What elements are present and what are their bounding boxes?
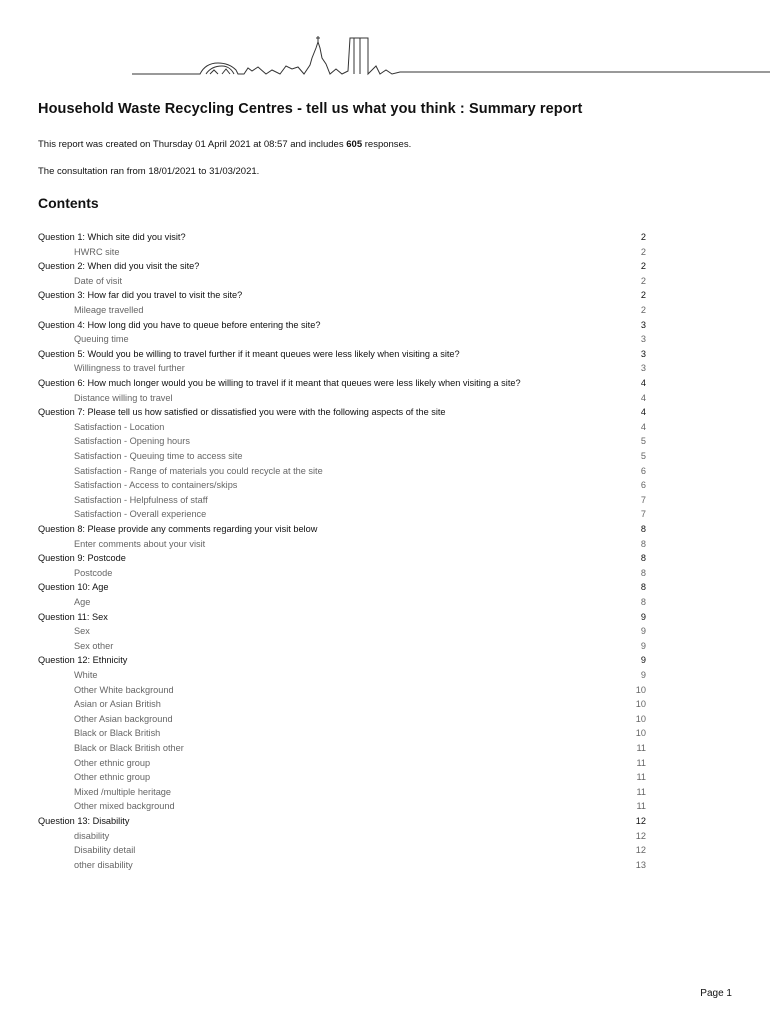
toc-subentry[interactable]: [0, 274, 770, 289]
toc-subentry[interactable]: [0, 303, 770, 318]
toc-entry-page: 9: [640, 655, 646, 666]
toc-entry-label: Other White background: [74, 684, 174, 695]
skyline-logo: [0, 30, 770, 80]
toc-entry-label: Question 1: Which site did you visit?: [38, 232, 186, 242]
toc-subentry[interactable]: [0, 668, 770, 683]
toc-subentry[interactable]: [0, 785, 770, 800]
toc-entry[interactable]: [0, 522, 770, 537]
toc-entry-label: Sex: [74, 626, 90, 637]
toc-entry-label: Question 13: Disability: [38, 816, 130, 826]
toc-subentry[interactable]: [0, 712, 770, 727]
toc-entry-page: 2: [640, 290, 646, 301]
toc-subentry[interactable]: [0, 595, 770, 610]
toc-subentry[interactable]: [0, 858, 770, 873]
toc-entry-label: Satisfaction - Range of materials you could recycle at the site: [74, 465, 323, 476]
toc-entry-label: Other ethnic group: [74, 757, 151, 768]
toc-entry-page: 9: [640, 626, 646, 637]
toc-entry-page: 12: [635, 816, 646, 826]
toc-entry-page: 8: [640, 582, 646, 593]
created-suffix: responses.: [362, 139, 412, 150]
toc-entry-page: 5: [640, 451, 646, 461]
toc-entry-label: Black or Black British: [74, 728, 161, 739]
toc-entry-page: 10: [635, 684, 646, 695]
toc-entry-label: Question 10: Age: [38, 582, 109, 593]
toc-subentry[interactable]: [0, 245, 770, 260]
toc-entry-label: Question 4: How long did you have to queue before entering the site?: [38, 319, 321, 330]
toc-entry-label: Other mixed background: [74, 801, 175, 812]
toc-subentry[interactable]: [0, 391, 770, 406]
toc-subentry[interactable]: [0, 829, 770, 844]
toc-entry-page: 2: [640, 261, 646, 272]
toc-subentry[interactable]: [0, 507, 770, 522]
toc-entry-page: 2: [640, 232, 646, 242]
toc-subentry[interactable]: [0, 434, 770, 449]
toc-entry[interactable]: [0, 610, 770, 625]
toc-entry-page: 2: [640, 275, 646, 286]
toc-entry-page: 11: [636, 772, 646, 783]
toc-entry-label: Question 6: How much longer would you be willing to travel if it meant that queues were less likely when visiting a site?: [38, 378, 521, 388]
toc-entry-label: Question 5: Would you be willing to travel further if it meant queues were less likely when visiting a site?: [38, 348, 460, 359]
toc-entry-label: other disability: [74, 859, 133, 870]
toc-subentry[interactable]: [0, 697, 770, 712]
responses-count: 605: [346, 139, 363, 150]
toc-entry-label: Sex other: [74, 640, 114, 651]
toc-entry-label: Satisfaction - Helpfulness of staff: [74, 494, 208, 505]
toc-subentry[interactable]: [0, 624, 770, 639]
toc-entry-page: 3: [640, 334, 646, 345]
toc-entry-label: Enter comments about your visit: [74, 538, 206, 549]
toc-entry-label: Question 3: How far did you travel to visit the site?: [38, 290, 243, 301]
toc-entry[interactable]: [0, 405, 770, 420]
toc-entry-page: 4: [640, 378, 646, 388]
toc-entry-label: Mileage travelled: [74, 305, 144, 315]
toc-entry-label: Other Asian background: [74, 713, 173, 724]
toc-entry-page: 12: [635, 845, 646, 856]
toc-entry[interactable]: [0, 580, 770, 595]
toc-entry-label: Distance willing to travel: [74, 392, 173, 403]
toc-entry-page: 8: [640, 524, 646, 534]
toc-entry[interactable]: [0, 288, 770, 303]
toc-entry-page: 3: [640, 319, 646, 330]
toc-entry-page: 2: [640, 246, 646, 257]
toc-entry-label: Satisfaction - Overall experience: [74, 509, 207, 520]
toc-entry-page: 9: [640, 611, 646, 622]
toc-entry-page: 11: [636, 743, 646, 753]
toc-subentry[interactable]: [0, 741, 770, 756]
toc-entry-label: Queuing time: [74, 334, 129, 345]
toc-entry-page: 4: [640, 392, 646, 403]
toc-entry-label: Asian or Asian British: [74, 699, 161, 710]
toc-entry-label: Age: [74, 597, 91, 607]
page-number: Page 1: [700, 988, 732, 999]
toc-entry[interactable]: [0, 347, 770, 362]
toc-entry-page: 4: [640, 421, 646, 432]
toc-entry-page: 9: [640, 670, 646, 680]
toc-entry-page: 12: [635, 830, 646, 841]
toc-entry-label: Disability detail: [74, 845, 136, 856]
toc-entry-page: 6: [640, 480, 646, 491]
toc-subentry[interactable]: [0, 420, 770, 435]
toc-entry-page: 8: [640, 538, 646, 549]
toc-entry-label: Question 7: Please tell us how satisfied or dissatisfied you were with the following aspects of the site: [38, 407, 446, 418]
toc-entry-label: Willingness to travel further: [74, 363, 185, 374]
toc-entry-page: 10: [635, 713, 646, 724]
toc-entry-label: Question 9: Postcode: [38, 553, 126, 564]
toc-entry-page: 7: [640, 509, 646, 520]
toc-subentry[interactable]: [0, 464, 770, 479]
toc-entry-label: White: [74, 670, 98, 680]
toc-subentry[interactable]: [0, 449, 770, 464]
toc-entry-page: 9: [640, 640, 646, 651]
report-created-line: [38, 139, 411, 150]
toc-entry-page: 11: [636, 786, 646, 797]
toc-entry-label: Question 2: When did you visit the site?: [38, 261, 200, 272]
toc-subentry[interactable]: [0, 799, 770, 814]
toc-subentry[interactable]: [0, 332, 770, 347]
toc-entry-label: Mixed /multiple heritage: [74, 786, 172, 797]
toc-subentry[interactable]: [0, 756, 770, 771]
toc-subentry[interactable]: [0, 726, 770, 741]
toc-entry-label: HWRC site: [74, 246, 120, 257]
toc-entry-label: Postcode: [74, 567, 113, 578]
toc-entry-page: 11: [636, 801, 646, 812]
toc-entry-page: 7: [640, 494, 646, 505]
consultation-period: The consultation ran from 18/01/2021 to 31/03/2021.: [38, 166, 260, 177]
toc-subentry[interactable]: [0, 770, 770, 785]
toc-entry[interactable]: [0, 230, 770, 245]
toc-subentry[interactable]: [0, 361, 770, 376]
toc-entry-label: Date of visit: [74, 275, 122, 286]
toc-entry-label: Question 12: Ethnicity: [38, 655, 128, 666]
toc-entry[interactable]: [0, 259, 770, 274]
toc-entry-page: 8: [640, 597, 646, 607]
toc-entry-page: 8: [640, 553, 646, 564]
toc-entry-label: Black or Black British other: [74, 743, 184, 753]
toc-entry-label: Satisfaction - Opening hours: [74, 436, 190, 447]
toc-entry-page: 3: [640, 363, 646, 374]
toc-entry-page: 13: [635, 859, 646, 870]
toc-entry[interactable]: [0, 551, 770, 566]
contents-heading: Contents: [38, 195, 99, 211]
toc-subentry[interactable]: [0, 843, 770, 858]
toc-entry-label: Satisfaction - Location: [74, 421, 165, 432]
toc-entry[interactable]: [0, 318, 770, 333]
toc-entry-page: 10: [635, 699, 646, 710]
toc-entry-label: Satisfaction - Queuing time to access site: [74, 451, 243, 461]
toc-entry-page: 11: [636, 757, 646, 768]
toc-subentry[interactable]: [0, 537, 770, 552]
toc-entry-label: Satisfaction - Access to containers/skips: [74, 480, 238, 491]
toc-entry-label: Other ethnic group: [74, 772, 151, 783]
toc-entry-page: 10: [635, 728, 646, 739]
toc-subentry[interactable]: [0, 639, 770, 654]
toc-entry-label: disability: [74, 830, 110, 841]
toc-subentry[interactable]: [0, 683, 770, 698]
toc-entry-page: 2: [640, 305, 646, 315]
toc-entry-label: Question 8: Please provide any comments regarding your visit below: [38, 524, 318, 534]
toc-entry-page: 5: [640, 436, 646, 447]
toc-entry-page: 6: [640, 465, 646, 476]
toc-subentry[interactable]: [0, 493, 770, 508]
toc-entry-label: Question 11: Sex: [38, 611, 108, 622]
toc-entry-page: 4: [640, 407, 646, 418]
toc-entry-page: 3: [640, 348, 646, 359]
toc-subentry[interactable]: [0, 566, 770, 581]
report-title: Household Waste Recycling Centres - tell us what you think : Summary report: [38, 101, 583, 117]
toc-subentry[interactable]: [0, 478, 770, 493]
toc-entry[interactable]: [0, 376, 770, 391]
toc-entry-page: 8: [640, 567, 646, 578]
toc-entry[interactable]: [0, 653, 770, 668]
created-prefix: This report was created on Thursday 01 April 2021 at 08:57 and includes: [38, 139, 347, 150]
toc-entry[interactable]: [0, 814, 770, 829]
